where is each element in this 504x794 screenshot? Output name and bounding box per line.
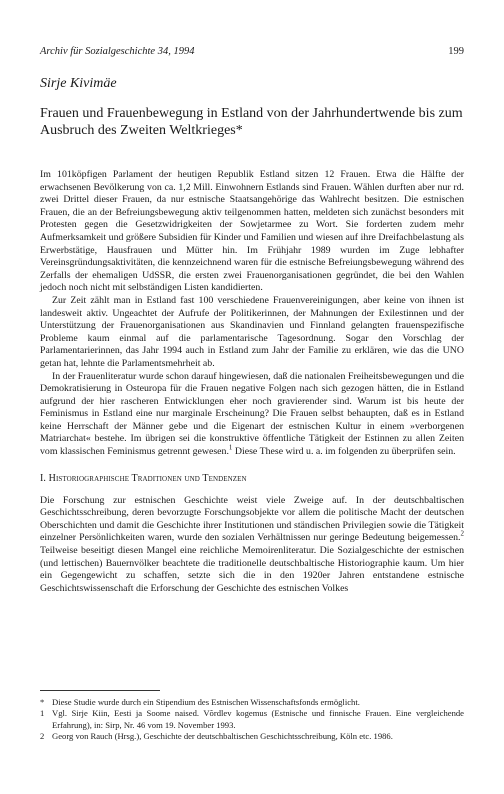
section-title: Historiographische Traditionen und Tendenzen: [48, 472, 247, 484]
footnote-1: [40, 708, 464, 731]
footnote-text: Georg von Rauch (Hrsg.), Geschichte der deutschbaltischen Geschichtsschreibung, Köln etc. 1986.: [52, 730, 393, 741]
section-paragraph-1b: Teilweise beseitigt diesen Mangel eine reichliche Memoirenliteratur. Die Sozialgeschichte der estnischen (und lettischen) Bauernvölker beachtete die traditionelle deutschbaltische Historiographie kaum. Um hier ein Gegengewicht zu schaffen, setzte sich die in den 1920er Jahren entstandene estnische Geschichtswissenschaft die Erforschung der Geschichte des estnischen Volkes: [40, 545, 464, 594]
footnote-2: [40, 731, 464, 742]
footnote-star: [40, 697, 464, 708]
footnote-mark: 1: [40, 708, 45, 719]
footnote-mark: *: [40, 697, 45, 707]
paragraph-2: Zur Zeit zählt man in Estland fast 100 verschiedene Frauenvereinigungen, aber keine von ihnen ist landesweit aktiv. Ungeachtet der Aufrufe der Politikerinnen, der Mahnungen der Exilestinnen und der Unterstützung der Frauenorganisationen aus Skandinavien und Finnland gelangten frauenspezifische Probleme kaum einmal auf die parlamentarische Tagesordnung. Sogar den Vorschlag der Parlamentarierinnen, das Jahr 1994 auch in Estland zum Jahr der Familie zu erklären, wie das die UNO getan hat, lehnte die Parlamentsmehrheit ab.: [40, 294, 464, 369]
footnote-rule: [40, 690, 160, 691]
footnote-text: Diese Studie wurde durch ein Stipendium des Estnischen Wissenschaftsfonds ermöglicht.: [52, 697, 360, 707]
footnote-ref-2[interactable]: 2: [460, 530, 464, 539]
section-paragraph-1a: Die Forschung zur estnischen Geschichte weist viele Zweige auf. In der deutschbaltischen Geschichtsschreibung, deren bevorzugte Forschungsobjekte vor allem die politische Macht der deutschen Oberschichten und damit die Geschichte ihrer Institutionen und ständischen Privilegien sowie die Tätigkeit einzelner Persönlichkeiten waren, wurde den sozialen Verhältnissen nur geringe Bedeutung beigemessen.: [40, 494, 464, 544]
footnotes: [40, 690, 464, 742]
running-head: [40, 46, 464, 58]
paragraph-3: [40, 371, 464, 459]
page-number: 199: [448, 46, 464, 57]
journal-name: Archiv für Sozialgeschichte 34, 1994: [40, 46, 195, 57]
footnote-text: Vgl. Sirje Kiin, Eesti ja Soome naised. Võrdlev kogemus (Estnische und finnische Frauen. Eine vergleichende Erfahrung), in: Sirp, Nr. 46 vom 19. November 1993.: [52, 708, 464, 730]
section-paragraph-1: [40, 495, 464, 596]
section-number: I.: [40, 472, 47, 484]
article-body: [40, 169, 464, 595]
article-author: Sirje Kivimäe: [40, 76, 117, 91]
article-title: Frauen und Frauenbewegung in Estland von der Jahrhundertwende bis zum Ausbruch des Zweiten Weltkrieges*: [40, 106, 463, 138]
paragraph-1: Im 101köpfigen Parlament der heutigen Republik Estland sitzen 12 Frauen. Etwa die Hälfte der erwachsenen Bevölkerung von ca. 1,2 Mill. Einwohnern Estlands sind Frauen. Wählen durften aber nur rd. zwei Drittel dieser Frauen, da nur estnische Staatsangehörige das Wahlrecht besitzen. Die estnischen Frauen, die an der Befreiungsbewegung aktiv teilgenommen hatten, meldeten sich zunächst besonders mit Protesten gegen die Gesetzwidrigkeiten der Sowjetarmee zu Wort. Sie forderten zudem mehr Aufmerksamkeit und größere Subsidien für Kinder und Familien und wiesen auf ihre Dreifachbelastung als Erwerbstätige, Hausfrauen und Mütter hin. Im Frühjahr 1989 wurden im Zuge lebhafter Vereinsgründungsaktivitäten, die kennzeichnend waren für die estnische Befreiungsbewegung während des Zerfalls der ehemaligen UdSSR, die ersten zwei Frauenorganisationen gegründet, die bei den Wahlen jedoch noch nicht mit selbständigen Listen kandidierten.: [40, 169, 464, 294]
section-heading: [40, 473, 464, 485]
footnote-ref-1[interactable]: 1: [228, 443, 233, 452]
paragraph-3-end: Diese These wird u. a. im folgenden zu überprüfen sein.: [234, 446, 456, 458]
paragraph-3-text: In der Frauenliteratur wurde schon darauf hingewiesen, daß die nationalen Freiheitsbewegungen und die Demokratisierung in Osteuropa für die Frauen negative Folgen nach sich gezogen hätten, die in Estland aufgrund der hier rascheren Entwicklungen eher noch gravierender sind. Warum ist bis heute der Feminismus in Estland eine nur marginale Erscheinung? Die Frauen selbst behaupten, daß es in Estland keine Herrschaft der Männer gebe und die Eigenart der estnischen Kultur in einem »verborgenen Matriarchat« bestehe. Im übrigen sei die konstruktive öffentliche Tätigkeit der Estinnen zu allen Zeiten vom klassischen Feminismus getrennt gewesen.: [40, 370, 464, 458]
footnote-mark: 2: [40, 730, 45, 741]
